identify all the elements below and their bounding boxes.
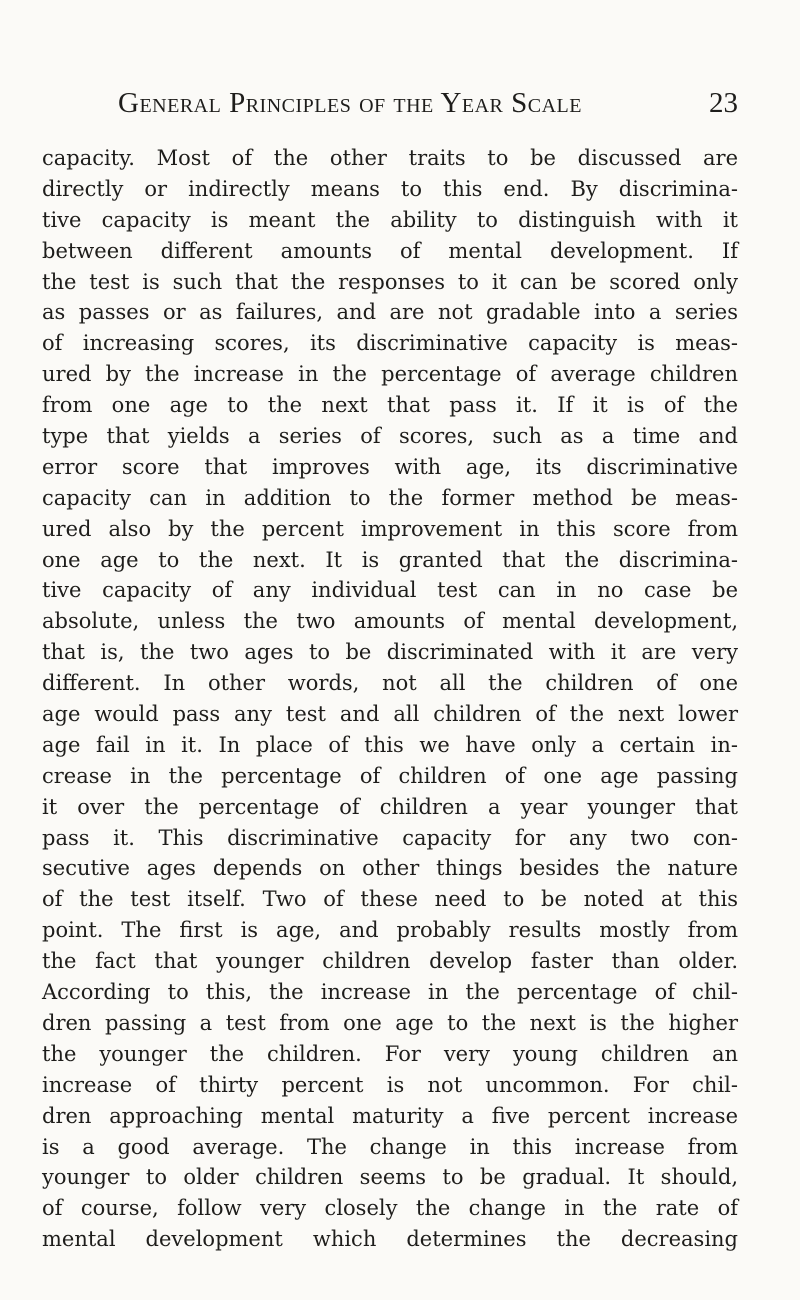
text-line: the fact that younger children develop faster than older. xyxy=(42,949,738,974)
text-line: of course, follow very closely the change in the rate of xyxy=(42,1196,738,1221)
text-line: as passes or as failures, and are not gradable into a series xyxy=(42,300,738,325)
text-line: directly or indirectly means to this end. By discrimina- xyxy=(42,176,738,201)
text-line: the younger the children. For very young children an xyxy=(42,1041,738,1066)
text-line: absolute, unless the two amounts of mental development, xyxy=(42,609,738,634)
text-line: tive capacity is meant the ability to distinguish with it xyxy=(42,207,738,232)
text-line: one age to the next. It is granted that the discrimina- xyxy=(42,547,738,572)
text-line: is a good average. The change in this increase from xyxy=(42,1134,738,1159)
text-line: age fail in it. In place of this we have only a certain in- xyxy=(42,732,738,757)
text-line: capacity. Most of the other traits to be discussed are xyxy=(42,146,738,170)
text-line: different. In other words, not all the children of one xyxy=(42,671,738,696)
text-line: increase of thirty percent is not uncommon. For chil- xyxy=(42,1072,738,1097)
running-title: General Principles of the Year Scale xyxy=(118,87,582,119)
text-line: mental development which determines the decreasing xyxy=(42,1227,738,1252)
text-line: between different amounts of mental development. If xyxy=(42,238,738,263)
text-line: pass it. This discriminative capacity for any two con- xyxy=(42,825,738,850)
text-line: of increasing scores, its discriminative capacity is meas- xyxy=(42,331,738,356)
page-number: 23 xyxy=(709,87,738,119)
text-line: error score that improves with age, its discriminative xyxy=(42,454,738,479)
text-line: age would pass any test and all children of the next lower xyxy=(42,702,738,727)
text-line: ured by the increase in the percentage of average children xyxy=(42,362,738,387)
text-line: the test is such that the responses to it can be scored only xyxy=(42,269,738,294)
text-line: younger to older children seems to be gradual. It should, xyxy=(42,1165,738,1190)
text-line: dren passing a test from one age to the next is the higher xyxy=(42,1010,738,1035)
body-text xyxy=(42,143,738,1255)
text-line: that is, the two ages to be discriminated with it are very xyxy=(42,640,738,665)
text-line: secutive ages depends on other things besides the nature xyxy=(42,856,738,881)
text-line: of the test itself. Two of these need to be noted at this xyxy=(42,887,738,912)
text-line: type that yields a series of scores, such as a time and xyxy=(42,424,738,449)
text-line: ured also by the percent improvement in this score from xyxy=(42,516,738,541)
text-line: capacity can in addition to the former method be meas- xyxy=(42,485,738,510)
text-line: tive capacity of any individual test can in no case be xyxy=(42,578,738,603)
running-head xyxy=(118,84,738,124)
text-line: dren approaching mental maturity a five percent increase xyxy=(42,1103,738,1128)
text-line: it over the percentage of children a year younger that xyxy=(42,794,738,819)
text-line: point. The first is age, and probably results mostly from xyxy=(42,918,738,943)
text-line: crease in the percentage of children of one age passing xyxy=(42,763,738,788)
text-line: According to this, the increase in the percentage of chil- xyxy=(42,980,738,1005)
text-line: from one age to the next that pass it. If it is of the xyxy=(42,393,738,418)
